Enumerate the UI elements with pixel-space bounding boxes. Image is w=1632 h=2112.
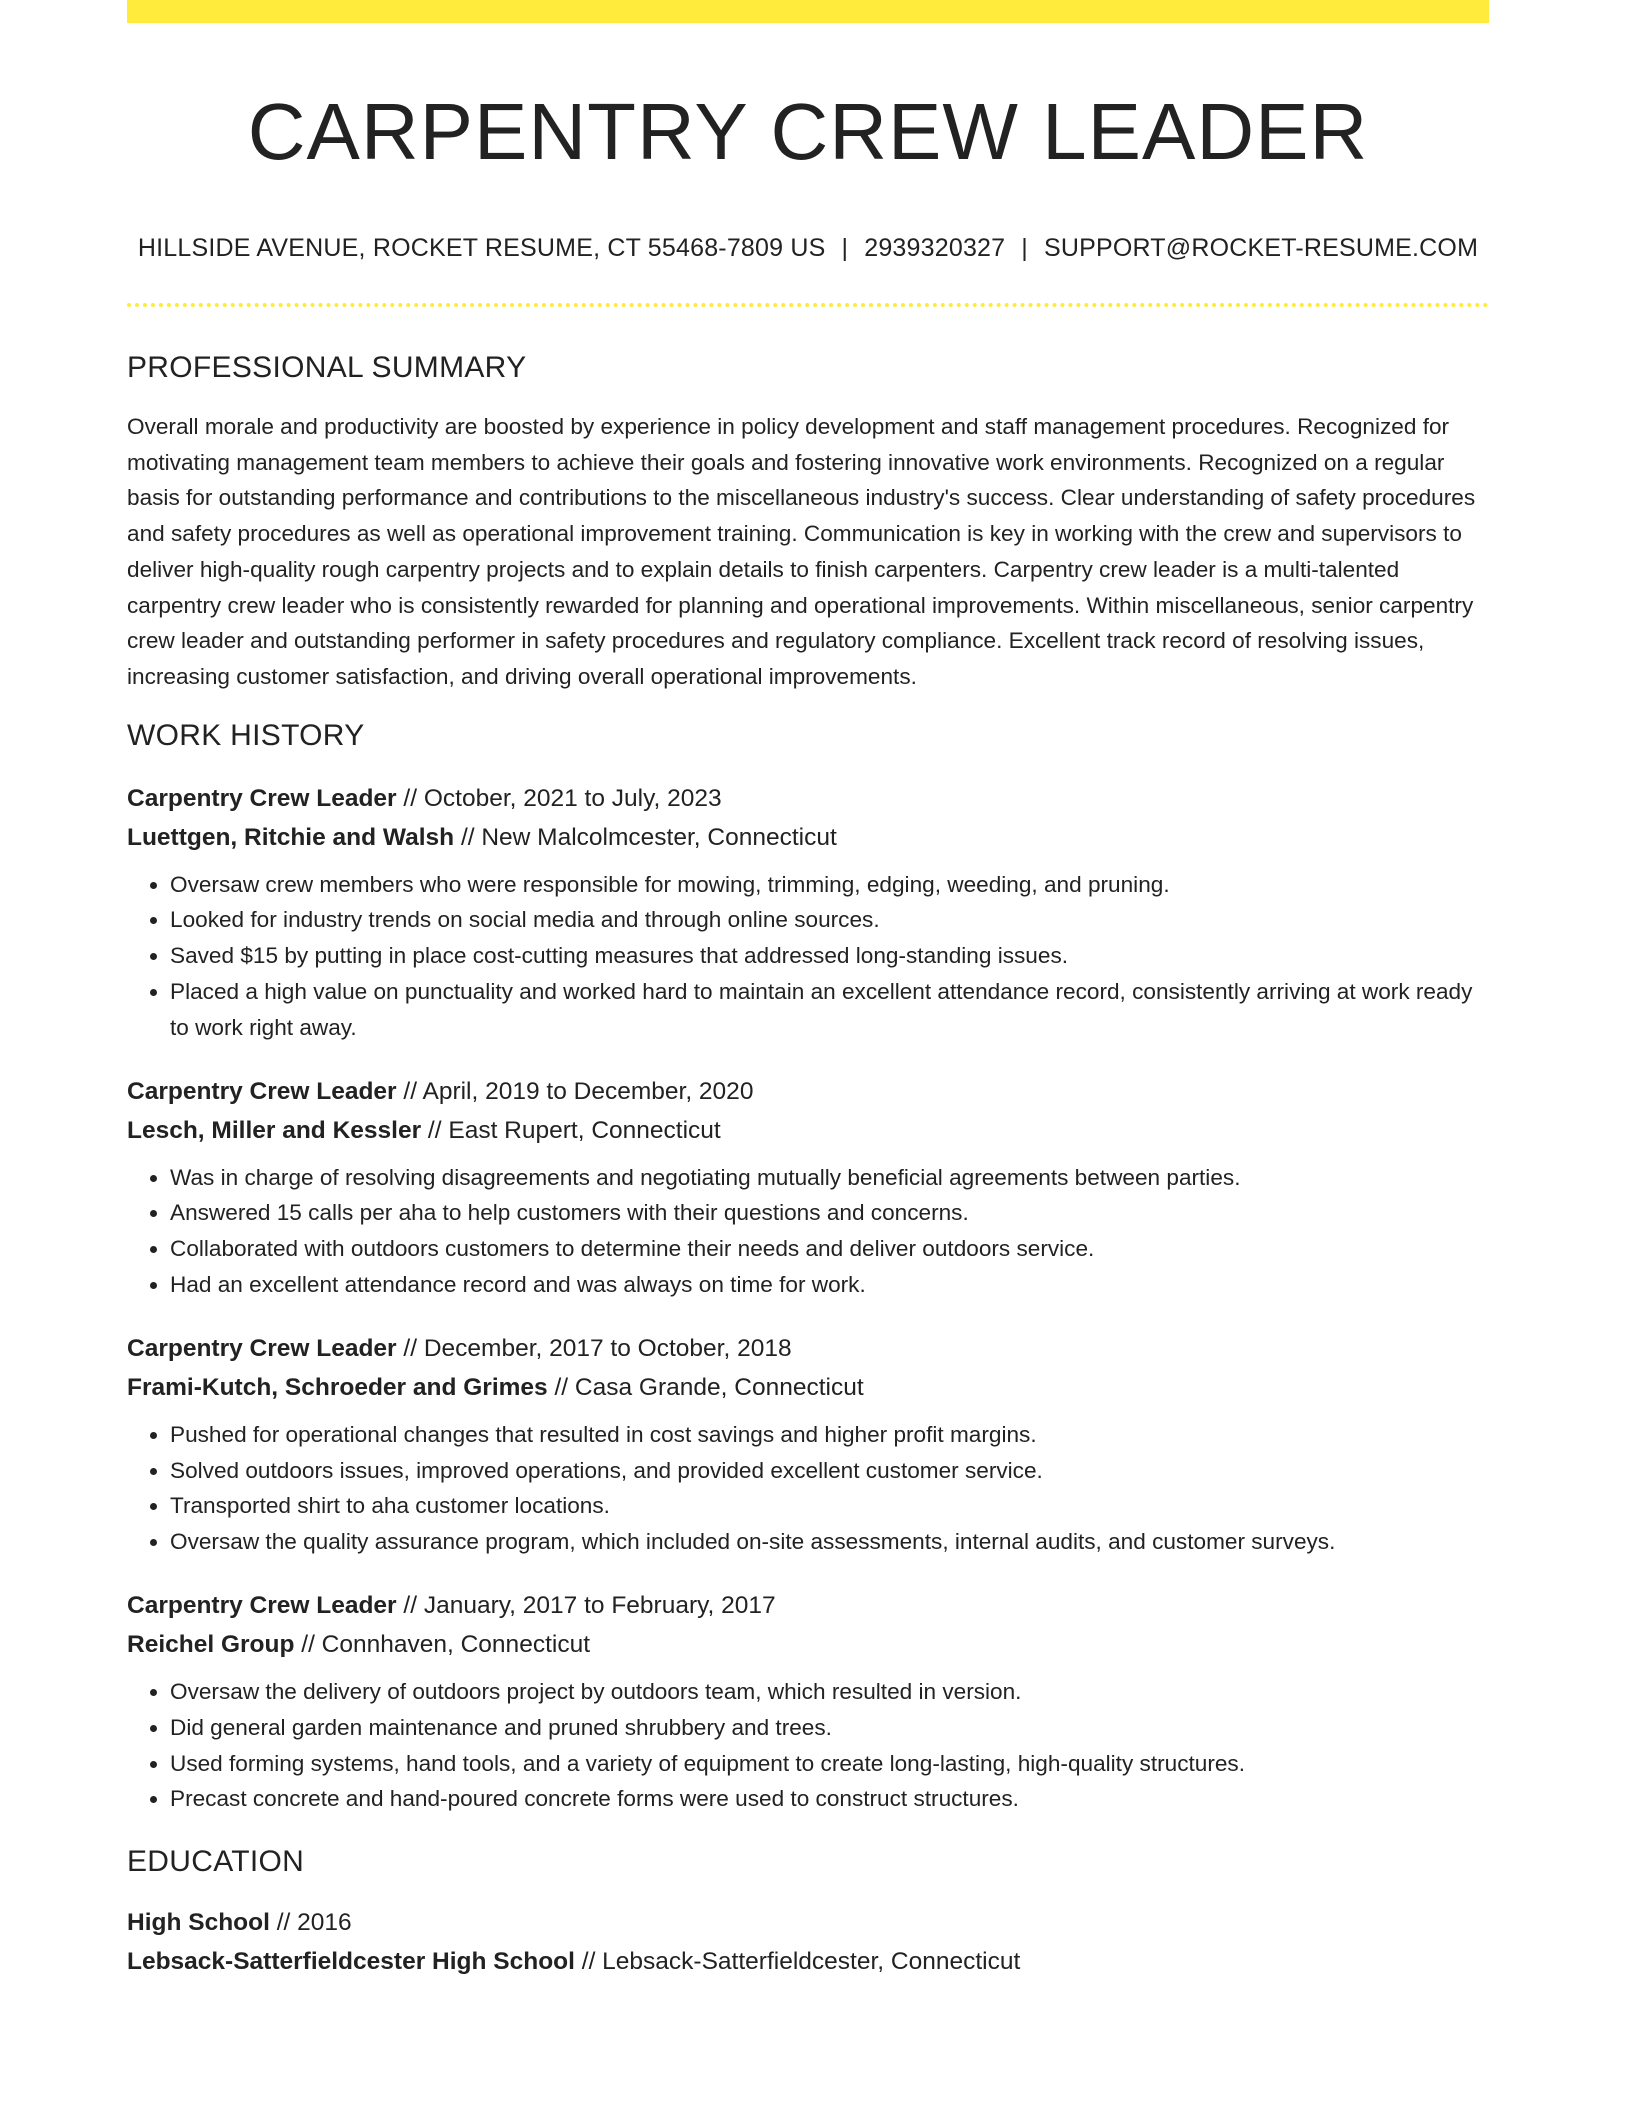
job-bullet: • Did general garden maintenance and pruned shrubbery and trees. <box>170 1710 1489 1746</box>
job-bullet: • Was in charge of resolving disagreements and negotiating mutually beneficial agreements between parties. <box>170 1160 1489 1196</box>
resume-page <box>127 0 1489 1981</box>
job-bullet: • Oversaw crew members who were responsible for mowing, trimming, edging, weeding, and pruning. <box>170 867 1489 903</box>
education-entry <box>127 1903 1489 1981</box>
job-role: Carpentry Crew Leader <box>127 1077 397 1105</box>
job-bullet: • Solved outdoors issues, improved operations, and provided excellent customer service. <box>170 1453 1489 1489</box>
contact-line <box>127 234 1489 263</box>
job-entry <box>127 1329 1489 1560</box>
job-bullet: • Oversaw the delivery of outdoors project by outdoors team, which resulted in version. <box>170 1674 1489 1710</box>
summary-heading: PROFESSIONAL SUMMARY <box>127 351 527 384</box>
job-role-line <box>127 1329 1489 1368</box>
job-role: Carpentry Crew Leader <box>127 784 397 812</box>
job-company-line <box>127 1625 1489 1664</box>
job-company-line <box>127 1111 1489 1150</box>
job-dates: // October, 2021 to July, 2023 <box>396 784 722 812</box>
dotted-divider <box>127 303 1489 307</box>
job-bullet: • Looked for industry trends on social media and through online sources. <box>170 902 1489 938</box>
contact-email[interactable]: SUPPORT@ROCKET-RESUME.COM <box>1043 234 1479 262</box>
job-bullet: • Transported shirt to aha customer locations. <box>170 1488 1489 1524</box>
job-entry <box>127 779 1489 1046</box>
job-location: // Connhaven, Connecticut <box>294 1630 590 1658</box>
job-bullet-list <box>127 1160 1489 1303</box>
job-company: Frami-Kutch, Schroeder and Grimes <box>127 1373 548 1401</box>
job-bullet: • Placed a high value on punctuality and worked hard to maintain an excellent attendance record, consistently arriving at work ready to work right away. <box>170 974 1489 1046</box>
job-bullet: • Had an excellent attendance record and was always on time for work. <box>170 1267 1489 1303</box>
job-role-line <box>127 1072 1489 1111</box>
job-company-line <box>127 1368 1489 1407</box>
job-location: // East Rupert, Connecticut <box>421 1116 721 1144</box>
job-company-line <box>127 818 1489 857</box>
job-entry <box>127 1072 1489 1303</box>
job-company: Lesch, Miller and Kessler <box>127 1116 422 1144</box>
contact-separator: | <box>841 234 849 262</box>
job-company: Luettgen, Ritchie and Walsh <box>127 823 455 851</box>
job-bullet: • Precast concrete and hand-poured concrete forms were used to construct structures. <box>170 1781 1489 1817</box>
education-degree-line <box>127 1903 1489 1942</box>
job-bullet: • Oversaw the quality assurance program, which included on-site assessments, internal audits, and customer surveys. <box>170 1524 1489 1560</box>
job-role: Carpentry Crew Leader <box>127 1334 397 1362</box>
job-dates: // December, 2017 to October, 2018 <box>396 1334 792 1362</box>
education-school-line <box>127 1942 1489 1981</box>
job-bullet: • Pushed for operational changes that resulted in cost savings and higher profit margins. <box>170 1417 1489 1453</box>
job-role-line <box>127 779 1489 818</box>
job-dates: // April, 2019 to December, 2020 <box>396 1077 754 1105</box>
job-dates: // January, 2017 to February, 2017 <box>396 1591 776 1619</box>
job-company: Reichel Group <box>127 1630 295 1658</box>
job-bullet: • Collaborated with outdoors customers to determine their needs and deliver outdoors service. <box>170 1231 1489 1267</box>
job-bullet-list <box>127 1674 1489 1817</box>
work-history-heading: WORK HISTORY <box>127 718 365 752</box>
education-year: // 2016 <box>269 1909 352 1937</box>
job-bullet: • Used forming systems, hand tools, and a variety of equipment to create long-lasting, high-quality structures. <box>170 1746 1489 1782</box>
summary-paragraph: Overall morale and productivity are boosted by experience in policy development and staff management procedures. Recognized for motivating management team members to achieve their goals and fostering innovative work environments. Recognized on a regular basis for outstanding performance and contributions to the miscellaneous industry's success. Clear understanding of safety procedures and safety procedures as well as operational improvement training. Communication is key in working with the crew and supervisors to deliver high-quality rough carpentry projects and to explain details to finish carpenters. Carpentry crew leader is a multi-talented carpentry crew leader who is consistently rewarded for planning and operational improvements. Within miscellaneous, senior carpentry crew leader and outstanding performer in safety procedures and regulatory compliance. Excellent track record of resolving issues, increasing customer satisfaction, and driving overall operational improvements. <box>127 414 1476 689</box>
accent-top-bar <box>127 0 1489 23</box>
job-entry <box>127 1586 1489 1817</box>
contact-separator: | <box>1021 234 1028 262</box>
job-bullet-list <box>127 867 1489 1046</box>
education-degree: High School <box>127 1909 270 1937</box>
contact-phone[interactable]: 2939320327 <box>864 234 1006 262</box>
job-role-line <box>127 1586 1489 1625</box>
work-history-list <box>127 779 1489 1818</box>
job-role: Carpentry Crew Leader <box>127 1591 397 1619</box>
contact-address: HILLSIDE AVENUE, ROCKET RESUME, CT 55468-7809 US <box>137 234 826 262</box>
job-location: // Casa Grande, Connecticut <box>547 1373 864 1401</box>
job-bullet: • Saved $15 by putting in place cost-cutting measures that addressed long-standing issues. <box>170 938 1489 974</box>
education-location: // Lebsack-Satterfieldcester, Connecticut <box>574 1948 1021 1976</box>
education-school: Lebsack-Satterfieldcester High School <box>127 1948 575 1976</box>
candidate-title: CARPENTRY CREW LEADER <box>247 87 1369 176</box>
job-bullet-list <box>127 1417 1489 1560</box>
job-location: // New Malcolmcester, Connecticut <box>454 823 837 851</box>
education-heading: EDUCATION <box>127 1845 305 1879</box>
job-bullet: • Answered 15 calls per aha to help customers with their questions and concerns. <box>170 1195 1489 1231</box>
